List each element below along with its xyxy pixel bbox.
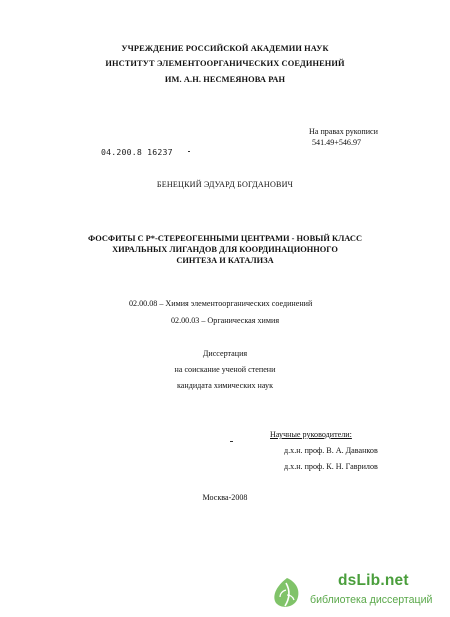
- institution-line-1: УЧРЕЖДЕНИЕ РОССИЙСКОЙ АКАДЕМИИ НАУК: [121, 44, 329, 53]
- thesis-title-line-3: СИНТЕЗА И КАТАЛИЗА: [176, 256, 274, 265]
- stamp-mark: [188, 151, 190, 152]
- scan-speck: [230, 441, 233, 442]
- advisor-2: д.х.н. проф. К. Н. Гаврилов: [284, 462, 378, 471]
- udc-code: 541.49+546.97: [312, 138, 362, 147]
- thesis-title-line-1: ФОСФИТЫ С P*-СТЕРЕОГЕННЫМИ ЦЕНТРАМИ - НОВЫЙ КЛАСС: [87, 234, 363, 243]
- author-name: БЕНЕЦКИЙ ЭДУАРД БОГДАНОВИЧ: [156, 180, 294, 189]
- dslib-watermark[interactable]: [252, 570, 442, 614]
- library-stamp-number: 04.200.8 16237: [101, 147, 173, 157]
- institution-line-2: ИНСТИТУТ ЭЛЕМЕНТООРГАНИЧЕСКИХ СОЕДИНЕНИЙ: [105, 59, 345, 68]
- watermark-site-name: dsLib.net: [338, 572, 409, 589]
- place-year: Москва-2008: [202, 493, 248, 502]
- degree-line-1: Диссертация: [202, 349, 248, 358]
- watermark-subtitle: библиотека диссертаций: [310, 594, 433, 606]
- institution-line-3: ИМ. А.Н. НЕСМЕЯНОВА РАН: [164, 75, 286, 84]
- degree-line-3: кандидата химических наук: [176, 381, 274, 390]
- advisors-heading: Научные руководители:: [270, 430, 352, 439]
- specialty-2: 02.00.03 – Органическая химия: [171, 316, 280, 325]
- rights-label: На правах рукописи: [309, 127, 378, 136]
- thesis-title-line-2: ХИРАЛЬНЫХ ЛИГАНДОВ ДЛЯ КООРДИНАЦИОННОГО: [112, 245, 338, 254]
- dslib-leaf-logo-icon: [270, 576, 304, 610]
- specialty-1: 02.00.08 – Химия элементоорганических соединений: [129, 299, 313, 308]
- degree-line-2: на соискание ученой степени: [174, 365, 276, 374]
- advisor-1: д.х.н. проф. В. А. Даванков: [284, 446, 378, 455]
